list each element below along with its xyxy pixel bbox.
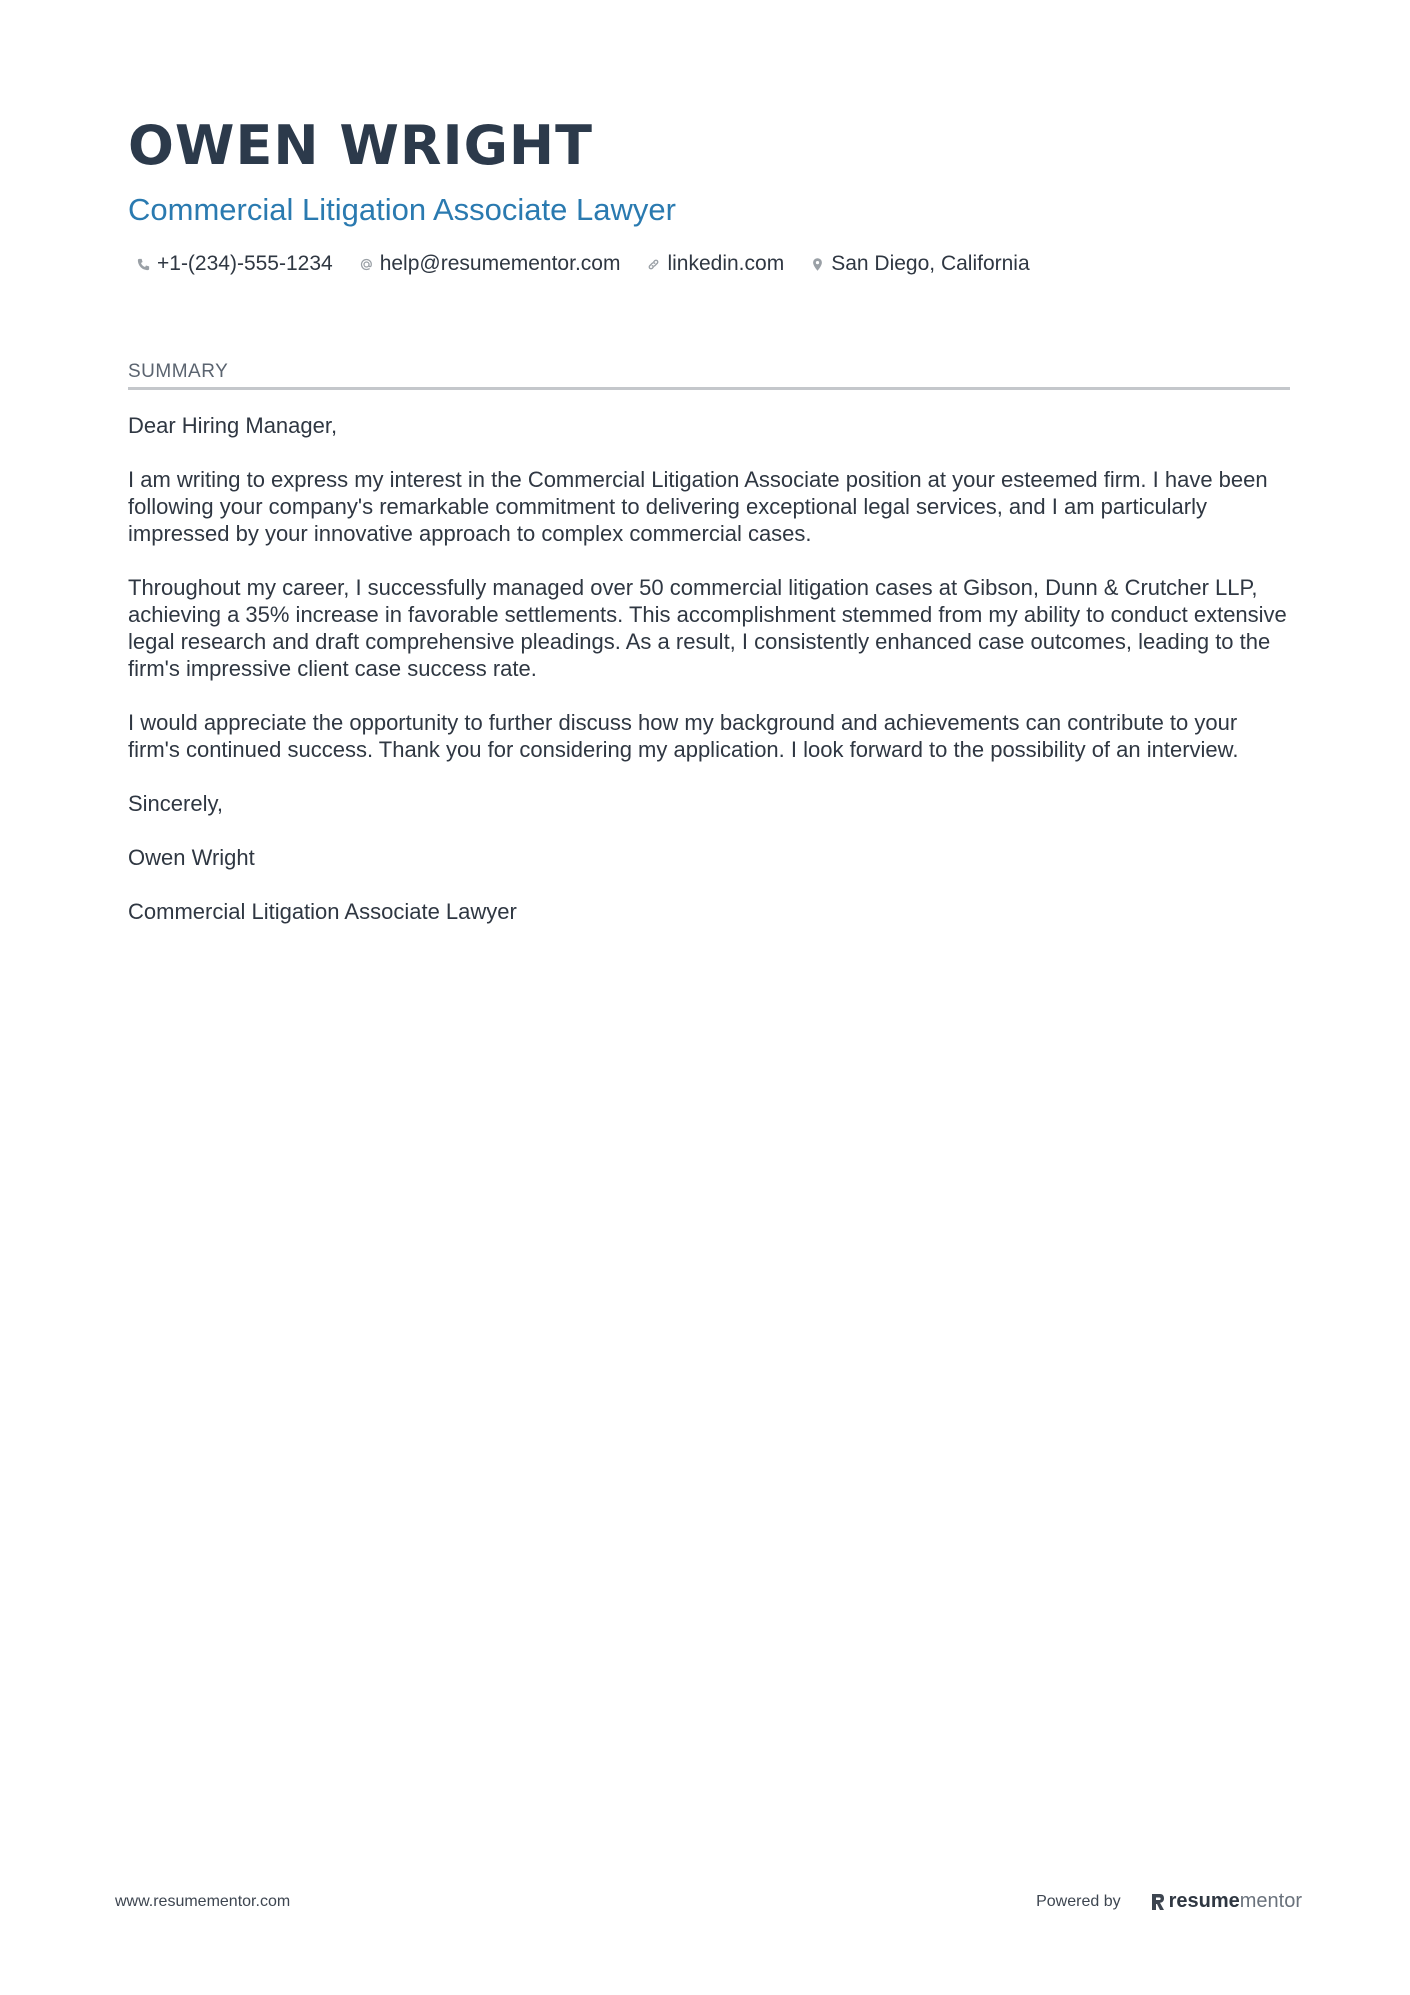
powered-by-text: Powered by bbox=[1036, 1892, 1121, 1910]
paragraph-3: I would appreciate the opportunity to further discuss how my background and achievements can contribute to your firm's continued success. Thank you for considering my application. I look forward to the possibility of an interview. bbox=[128, 710, 1239, 762]
brand-logo-link[interactable] bbox=[1151, 1890, 1302, 1913]
linkedin-text: linkedin.com bbox=[667, 252, 785, 275]
location-pin-icon bbox=[810, 257, 825, 272]
section-heading: SUMMARY bbox=[128, 360, 1290, 390]
brand-name-bold: resume bbox=[1168, 1890, 1240, 1912]
contact-email[interactable] bbox=[359, 252, 621, 276]
signature-title: Commercial Litigation Associate Lawyer bbox=[128, 899, 517, 924]
summary-section bbox=[128, 360, 1290, 952]
contact-location bbox=[810, 252, 1029, 276]
closing: Sincerely, bbox=[128, 791, 223, 816]
paragraph-2: Throughout my career, I successfully managed over 50 commercial litigation cases at Gibson, Dunn & Crutcher LLP, achieving a 35% increase in favorable settlements. This accomplishment stemmed from my ability to conduct extensive legal research and draft comprehensive pleadings. As a result, I consistently enhanced case outcomes, leading to the firm's impressive client case success rate. bbox=[128, 575, 1287, 681]
at-icon bbox=[359, 257, 374, 272]
location-text: San Diego, California bbox=[831, 252, 1030, 275]
salutation: Dear Hiring Manager, bbox=[128, 413, 338, 438]
job-title: Commercial Litigation Associate Lawyer bbox=[128, 192, 676, 227]
header bbox=[128, 112, 1288, 276]
contact-linkedin[interactable] bbox=[646, 252, 784, 276]
paragraph-1: I am writing to express my interest in the Commercial Litigation Associate position at your esteemed firm. I have been following your company's remarkable commitment to delivering exceptional legal services, and I am particularly impressed by your innovative approach to complex commercial cases. bbox=[128, 467, 1268, 546]
candidate-name: OWEN WRIGHT bbox=[128, 114, 593, 177]
contact-bar bbox=[136, 252, 1288, 276]
link-icon bbox=[646, 257, 661, 272]
signature-name: Owen Wright bbox=[128, 845, 255, 870]
phone-text: +1-(234)-555-1234 bbox=[157, 252, 333, 275]
contact-phone[interactable] bbox=[136, 252, 333, 276]
email-text: help@resumementor.com bbox=[379, 252, 621, 275]
footer-website[interactable]: www.resumementor.com bbox=[115, 1893, 291, 1910]
letter-body bbox=[128, 412, 1290, 925]
phone-icon bbox=[136, 257, 151, 272]
footer-branding bbox=[1036, 1890, 1302, 1913]
resumementor-logo-icon bbox=[1151, 1892, 1165, 1912]
brand-name-light: mentor bbox=[1239, 1890, 1302, 1912]
